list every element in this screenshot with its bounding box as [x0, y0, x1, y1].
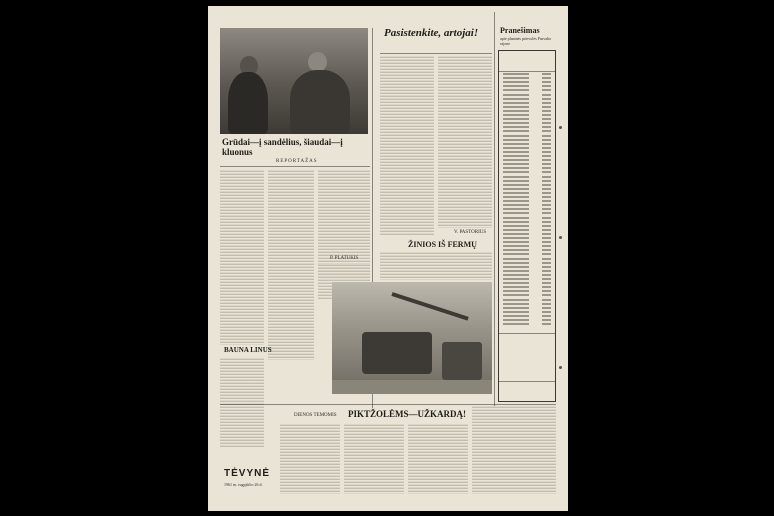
- zinios-title: ŽINIOS IŠ FERMŲ: [408, 240, 477, 249]
- author-1: P. PLATUKIS: [330, 256, 359, 261]
- newspaper-logo: TĖVYNĖ: [224, 468, 271, 479]
- author-2: V. PASTORIUS: [454, 230, 487, 235]
- article-left-col1: [220, 170, 264, 345]
- pranesimas-sub: apie planinės prievolės Pasvalio rajone: [500, 36, 552, 46]
- person-left: [228, 72, 268, 134]
- bottom-title: PIKTŽOLĖMS—UŽKARDĄ!: [348, 409, 467, 419]
- bauna-text: [220, 358, 264, 448]
- reportazas-label: REPORTAŽAS: [276, 159, 318, 164]
- zinios-text: [380, 252, 492, 280]
- person-head-right: [308, 52, 327, 72]
- pranesimas-title: Pranešimas: [500, 26, 540, 35]
- table-row: [499, 323, 555, 327]
- photo-farmers: [220, 28, 368, 134]
- bauna-title: BAUNA LINUS: [224, 346, 272, 354]
- photo-harvester: [332, 282, 492, 394]
- article-left-col3: [318, 170, 370, 278]
- bottom-col1: [280, 424, 340, 494]
- bottom-col4: [472, 406, 556, 494]
- headline-right: Pasistenkite, artojai!: [384, 27, 479, 39]
- issue-line: 1961 m. rugpjūčio 26 d.: [224, 482, 263, 487]
- tractor: [442, 342, 482, 380]
- person-right: [290, 70, 350, 134]
- article-left-col2: [268, 170, 314, 360]
- pranesimas-table: [498, 50, 556, 402]
- table-rows: [499, 73, 555, 331]
- newspaper-page: [208, 6, 568, 511]
- article-right-col1: [380, 56, 434, 236]
- headline-left: Grūdai—į sandėlius, šiaudai—į kluonus: [222, 137, 343, 157]
- bottom-kicker: DIENOS TEMOMIS: [294, 413, 337, 418]
- bottom-col2: [344, 424, 404, 494]
- field: [332, 380, 492, 394]
- bottom-col3: [408, 424, 468, 494]
- harvester-body: [362, 332, 432, 374]
- article-right-col2: [438, 56, 492, 228]
